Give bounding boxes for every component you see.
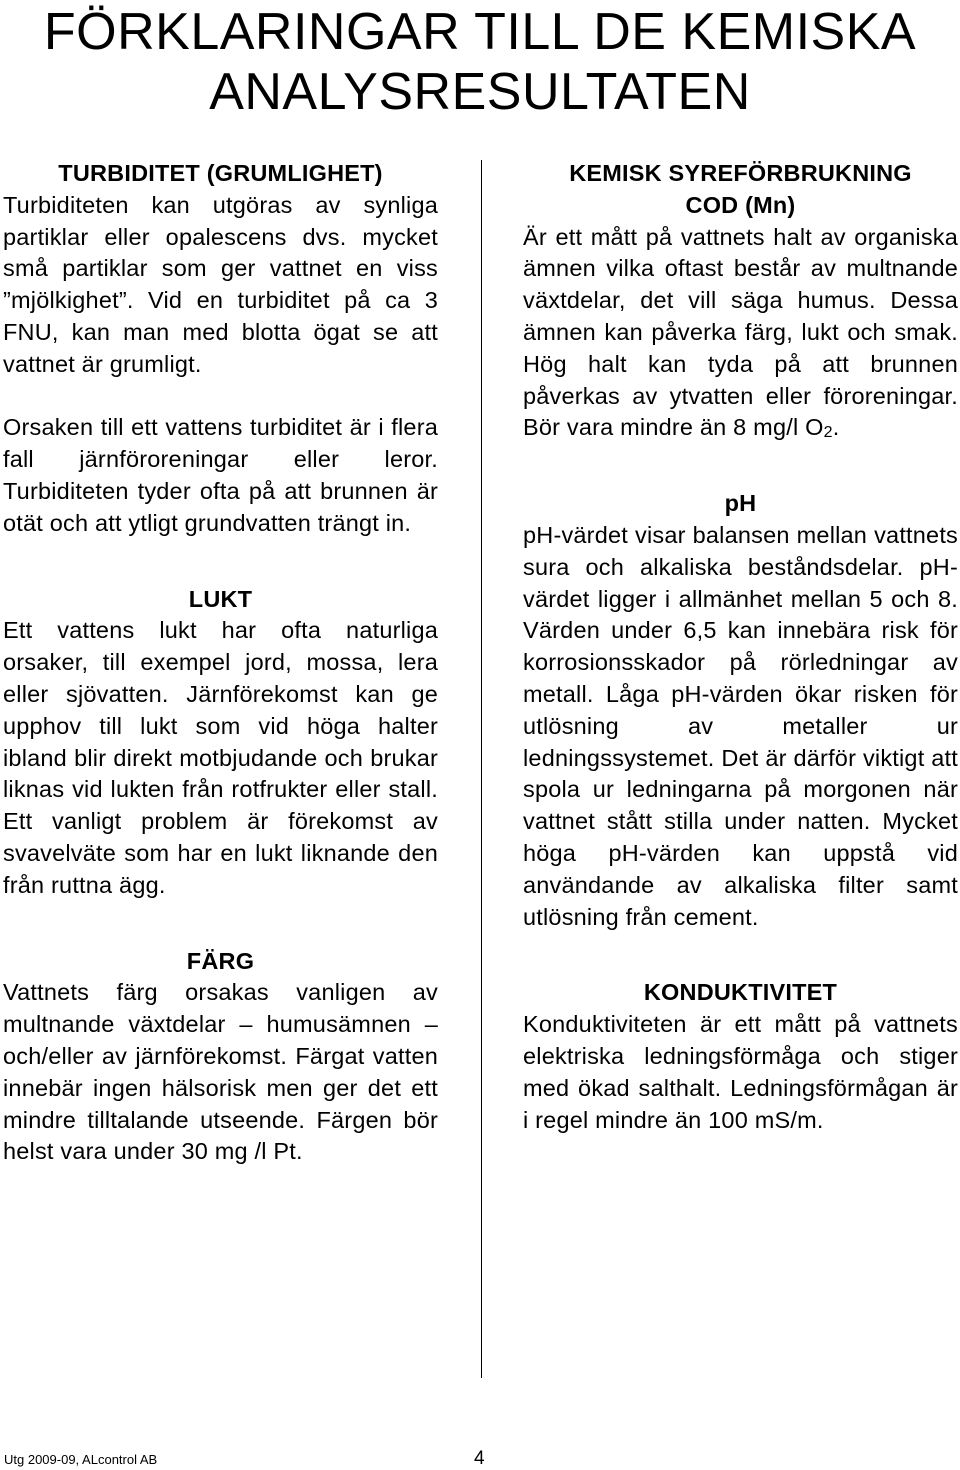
cod-section (523, 158, 958, 444)
page-title-line-2: ANALYSRESULTATEN (209, 63, 751, 121)
turbidity-heading: TURBIDITET (GRUMLIGHET) (58, 160, 383, 186)
cod-paragraph-text: Är ett mått på vattnets halt av organiska ämnen vilka oftast består av multnande växtdelar, det vill säga humus. Dessa ämnen kan påverka färg, lukt och smak. Hög halt kan tyda på att brunnen påverkas av ytvatten eller föroreningar. Bör vara mindre än 8 mg/l O (523, 223, 958, 441)
turbidity-section (3, 158, 438, 540)
footer-edition: Utg 2009-09, ALcontrol AB (4, 1452, 158, 1467)
cod-heading-line-1: KEMISK SYREFÖRBRUKNING (569, 160, 912, 186)
page-title-line-1: FÖRKLARINGAR TILL DE KEMISKA (43, 3, 917, 61)
turbidity-paragraph-2: Orsaken till ett vattens turbiditet är i flera fall järnföroreningar eller leror. Turbiditeten tyder ofta på att brunnen är otät och att ytligt grundvatten trängt in. (3, 414, 438, 536)
odor-section (3, 584, 438, 902)
conductivity-paragraph: Konduktiviteten är ett mått på vattnets elektriska ledningsförmåga och stiger med ökad salthalt. Ledningsförmågan är i regel mindre än 100 mS/m. (523, 1011, 958, 1133)
cod-paragraph-end: . (832, 414, 840, 441)
left-column (3, 158, 438, 1168)
cod-paragraph (523, 222, 958, 445)
color-paragraph: Vattnets färg orsakas vanligen av multnande växtdelar – humusämnen – och/eller av järnförekomst. Färgat vatten innebär ingen hälsorisk men ger det ett mindre tilltalande utseende. Färgen bör helst vara under 30 mg /l Pt. (3, 979, 438, 1165)
cod-heading-line-2: COD (Mn) (685, 191, 796, 218)
turbidity-paragraph-1: Turbiditeten kan utgöras av synliga partiklar eller opalescens dvs. mycket små partiklar som ger vattnet en viss ”mjölkighet”. Vid en turbiditet på ca 3 FNU, kan man med blotta ögat se att vattnet är grumligt. (3, 191, 438, 377)
page-number: 4 (474, 1448, 485, 1469)
oxygen-subscript: 2 (823, 424, 833, 442)
conductivity-heading: KONDUKTIVITET (643, 979, 838, 1006)
column-divider (481, 160, 482, 1378)
cod-heading (523, 158, 958, 222)
conductivity-section (523, 977, 958, 1136)
page-title (0, 2, 960, 122)
ph-heading: pH (724, 490, 757, 517)
ph-paragraph: pH-värdet visar balansen mellan vattnets sura och alkaliska beståndsdelar. pH-värdet ligger i allmänhet mellan 5 och 8. Värden under 6,5 kan innebära risk för korrosionsskador på rörledningar av metall. Låga pH-värden ökar risken för utlösning av metaller ur ledningssystemet. Det är därför viktigt att spola ur ledningarna på morgonen när vattnet stått stilla under natten. Mycket höga pH-värden kan uppstå vid användande av alkaliska filter samt utlösning från cement. (523, 521, 958, 930)
odor-paragraph: Ett vattens lukt har ofta naturliga orsaker, till exempel jord, mossa, lera eller sjövatten. Järnförekomst kan ge upphov till lukt som vid höga halter ibland blir direkt motbjudande och brukar liknas vid lukten från rotfrukter eller stall. Ett vanligt problem är förekomst av svavelväte som har en lukt liknande den från ruttna ägg. (3, 617, 438, 898)
color-heading: FÄRG (186, 947, 255, 974)
ph-section (523, 488, 958, 933)
odor-heading: LUKT (188, 585, 253, 612)
right-column (523, 158, 958, 1136)
color-section (3, 946, 438, 1169)
